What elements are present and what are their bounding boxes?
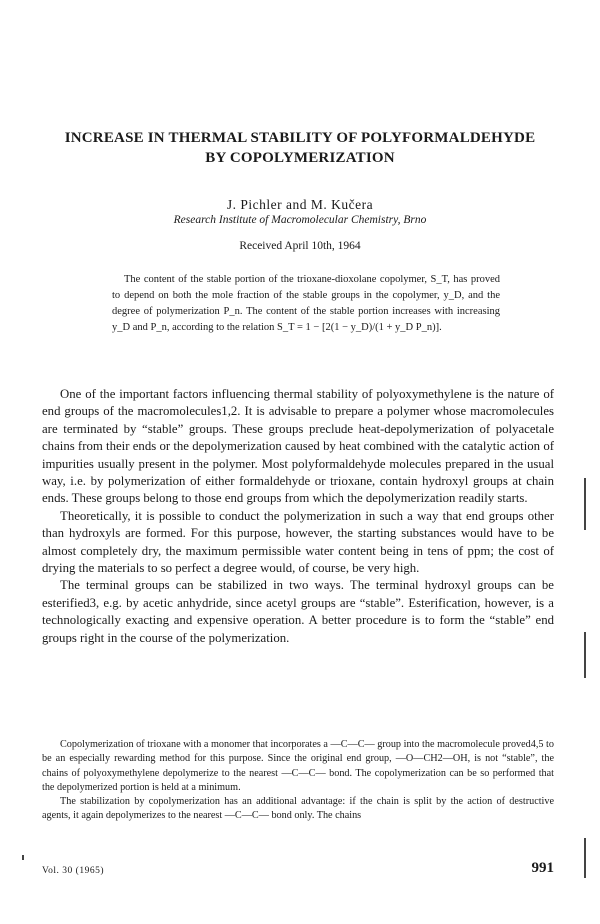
volume-footer: Vol. 30 (1965) — [42, 866, 104, 876]
article-title — [40, 128, 560, 168]
body-paragraph: The terminal groups can be stabilized in two ways. The terminal hydroxyl groups can be esterified3, e.g. by acetic anhydride, since acetyl groups are “stable”. Esterification, however, is a technologically exacting and expensive operation. A better procedure is to form the “stable” end groups right in the course of the polymerization. — [42, 578, 554, 645]
page-number: 991 — [531, 860, 554, 876]
scan-edge-mark — [584, 632, 586, 678]
affiliation: Research Institute of Macromolecular Chemistry, Brno — [173, 214, 427, 226]
title-line-2: BY COPOLYMERIZATION — [205, 150, 395, 166]
received-date: Received April 10th, 1964 — [239, 240, 361, 252]
scan-dot-mark — [22, 855, 24, 860]
title-line-1: INCREASE IN THERMAL STABILITY OF POLYFORMALDEHYDE — [64, 130, 536, 146]
small-print-text — [42, 738, 554, 824]
scan-edge-mark — [584, 478, 586, 530]
authors: J. Pichler and M. Kučera — [226, 197, 374, 212]
small-paragraph: The stabilization by copolymerization has an additional advantage: if the chain is split by the action of destructive agents, it again depolymerizes to the nearest —C—C— bond only. The chains — [42, 796, 554, 822]
body-text — [42, 386, 554, 647]
body-paragraph: One of the important factors influencing thermal stability of polyoxymethylene is the nature of end groups of the macromolecules1,2. It is advisable to prepare a polymer whose macromolecules are terminated by “stable” groups. These groups preclude heat-depolymerization of polyacetale chains from their ends or the depolymerization caused by heat combined with the catalytic action of impurities usually present in the polymer. Most polyformaldehyde molecules prepared in the usual way, i.e. by polymerization of either formaldehyde or trioxane, contain hydroxyl groups at chain ends. These groups belong to those end groups from which the depolymerization readily starts. — [42, 387, 554, 506]
abstract — [112, 272, 500, 336]
scan-edge-mark — [584, 838, 586, 878]
abstract-text: The content of the stable portion of the trioxane-dioxolane copolymer, S_T, has proved to depend on both the mole fraction of the stable groups in the copolymer, y_D, and the degree of polymerization P_n. The content of the stable portion increases with increasing y_D and P_n, according to the relation S_T = 1 − [2(1 − y_D)/(1 + y_D P_n)]. — [112, 274, 500, 333]
body-paragraph: Theoretically, it is possible to conduct the polymerization in such a way that end groups other than hydroxyls are formed. For this purpose, however, the starting substances would have to be almost completely dry, the maximum permissible water content being in tens of ppm; the cost of drying the materials to so perfect a degree would, of course, be very high. — [42, 508, 554, 576]
small-paragraph: Copolymerization of trioxane with a monomer that incorporates a —C—C— group into the macromolecule proved4,5 to be an especially rewarding method for this purpose. Since the original end group, —O—CH2—OH, is not “stable”, the chains of polyoxymethylene depolymerize to the nearest —C—C— bond. The copolymerization can be so performed that the depolymerized portion is held at a minimum. — [42, 739, 554, 793]
